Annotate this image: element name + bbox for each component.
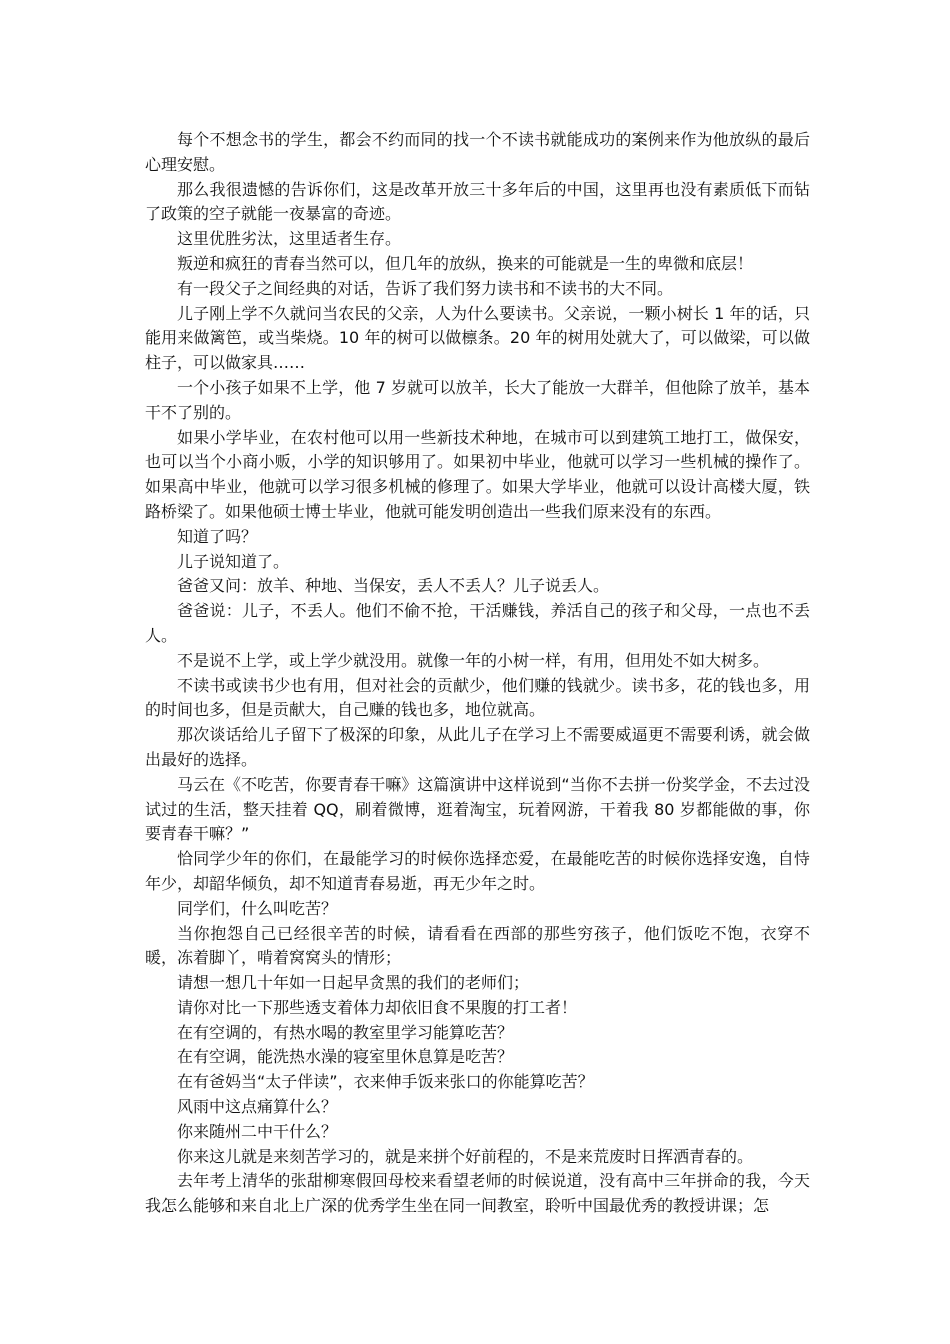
paragraph: 请想一想几十年如一日起早贪黑的我们的老师们；: [177, 973, 530, 993]
paragraph: 如果小学毕业，在农村他可以用一些新技术种地，在城市可以到建筑工地打工，做保安，也可以当个小商小贩，小学的知识够用了。如果初中毕业，他就可以学习一些机械的操作了。如果高中毕业，他就可以学习很多机械的修理了。如果大学毕业，他就可以设计高楼大厦，铁路桥梁了。如果他硕士博士毕业，他就可能发明创造出一些我们原来没有的东西。: [145, 427, 810, 521]
paragraph: 每个不想念书的学生，都会不约而同的找一个不读书就能成功的案例来作为他放纵的最后心理安慰。: [145, 130, 810, 174]
paragraph: 同学们，什么叫吃苦？: [177, 898, 338, 918]
paragraph: 儿子刚上学不久就问当农民的父亲，人为什么要读书。父亲说，一颗小树长 1 年的话，只能用来做篱笆，或当柴烧。10 年的树可以做檩条。20 年的树用处就大了，可以做梁，可以做柱子，可以做家具……: [145, 303, 810, 373]
paragraph: 你来随州二中干什么？: [177, 1121, 338, 1141]
paragraph: 知道了吗？: [177, 526, 258, 546]
paragraph: 当你抱怨自己已经很辛苦的时候，请看看在西部的那些穷孩子，他们饭吃不饱，衣穿不暖，冻着脚丫，啃着窝窝头的情形；: [145, 923, 810, 968]
paragraph: 你来这儿就是来刻苦学习的，就是来拼个好前程的，不是来荒废时日挥洒青春的。: [177, 1146, 754, 1166]
paragraph: 去年考上清华的张甜柳寒假回母校来看望老师的时候说道，没有高中三年拼命的我，今天我怎么能够和来自北上广深的优秀学生坐在同一间教室，聆听中国最优秀的教授讲课；怎: [145, 1171, 810, 1216]
paragraph: 这里优胜劣汰，这里适者生存。: [177, 229, 402, 249]
paragraph: 儿子说知道了。: [177, 551, 290, 571]
paragraph: 在有爸妈当“太子伴读”，衣来伸手饭来张口的你能算吃苦？: [177, 1072, 594, 1092]
paragraph: 有一段父子之间经典的对话，告诉了我们努力读书和不读书的大不同。: [177, 278, 674, 298]
paragraph: 那么我很遗憾的告诉你们，这是改革开放三十多年后的中国，这里再也没有素质低下而钻了政策的空子就能一夜暴富的奇迹。: [145, 179, 810, 224]
paragraph: 在有空调的，有热水喝的教室里学习能算吃苦？: [177, 1022, 514, 1042]
paragraph: 一个小孩子如果不上学，他 7 岁就可以放羊，长大了能放一大群羊，但他除了放羊，基本干不了别的。: [145, 377, 810, 422]
document-body: [145, 128, 810, 1219]
paragraph: 爸爸说：儿子，不丢人。他们不偷不抢，干活赚钱，养活自己的孩子和父母，一点也不丢人。: [145, 601, 810, 645]
paragraph: 风雨中这点痛算什么？: [177, 1097, 338, 1117]
paragraph: 在有空调，能洗热水澡的寝室里休息算是吃苦？: [177, 1047, 514, 1067]
paragraph: 爸爸又问：放羊、种地、当保安，丢人不丢人？儿子说丢人。: [177, 576, 610, 596]
paragraph: 马云在《不吃苦，你要青春干嘛》这篇演讲中这样说到“当你不去拼一份奖学金，不去过没试过的生活，整天挂着 QQ，刷着微博，逛着淘宝，玩着网游，干着我 80 岁都能做的事，你要青春干嘛？”: [145, 774, 810, 844]
paragraph: 请你对比一下那些透支着体力却依旧食不果腹的打工者！: [177, 997, 578, 1017]
paragraph: 叛逆和疯狂的青春当然可以，但几年的放纵，换来的可能就是一生的卑微和底层！: [177, 253, 754, 273]
paragraph: 恰同学少年的你们，在最能学习的时候你选择恋爱，在最能吃苦的时候你选择安逸，自恃年少，却韶华倾负，却不知道青春易逝，再无少年之时。: [145, 849, 810, 893]
paragraph: 那次谈话给儿子留下了极深的印象，从此儿子在学习上不需要威逼更不需要利诱，就会做出最好的选择。: [145, 725, 810, 769]
paragraph: 不是说不上学，或上学少就没用。就像一年的小树一样，有用，但用处不如大树多。: [177, 650, 770, 670]
paragraph: 不读书或读书少也有用，但对社会的贡献少，他们赚的钱就少。读书多，花的钱也多，用的时间也多，但是贡献大，自己赚的钱也多，地位就高。: [145, 675, 810, 720]
